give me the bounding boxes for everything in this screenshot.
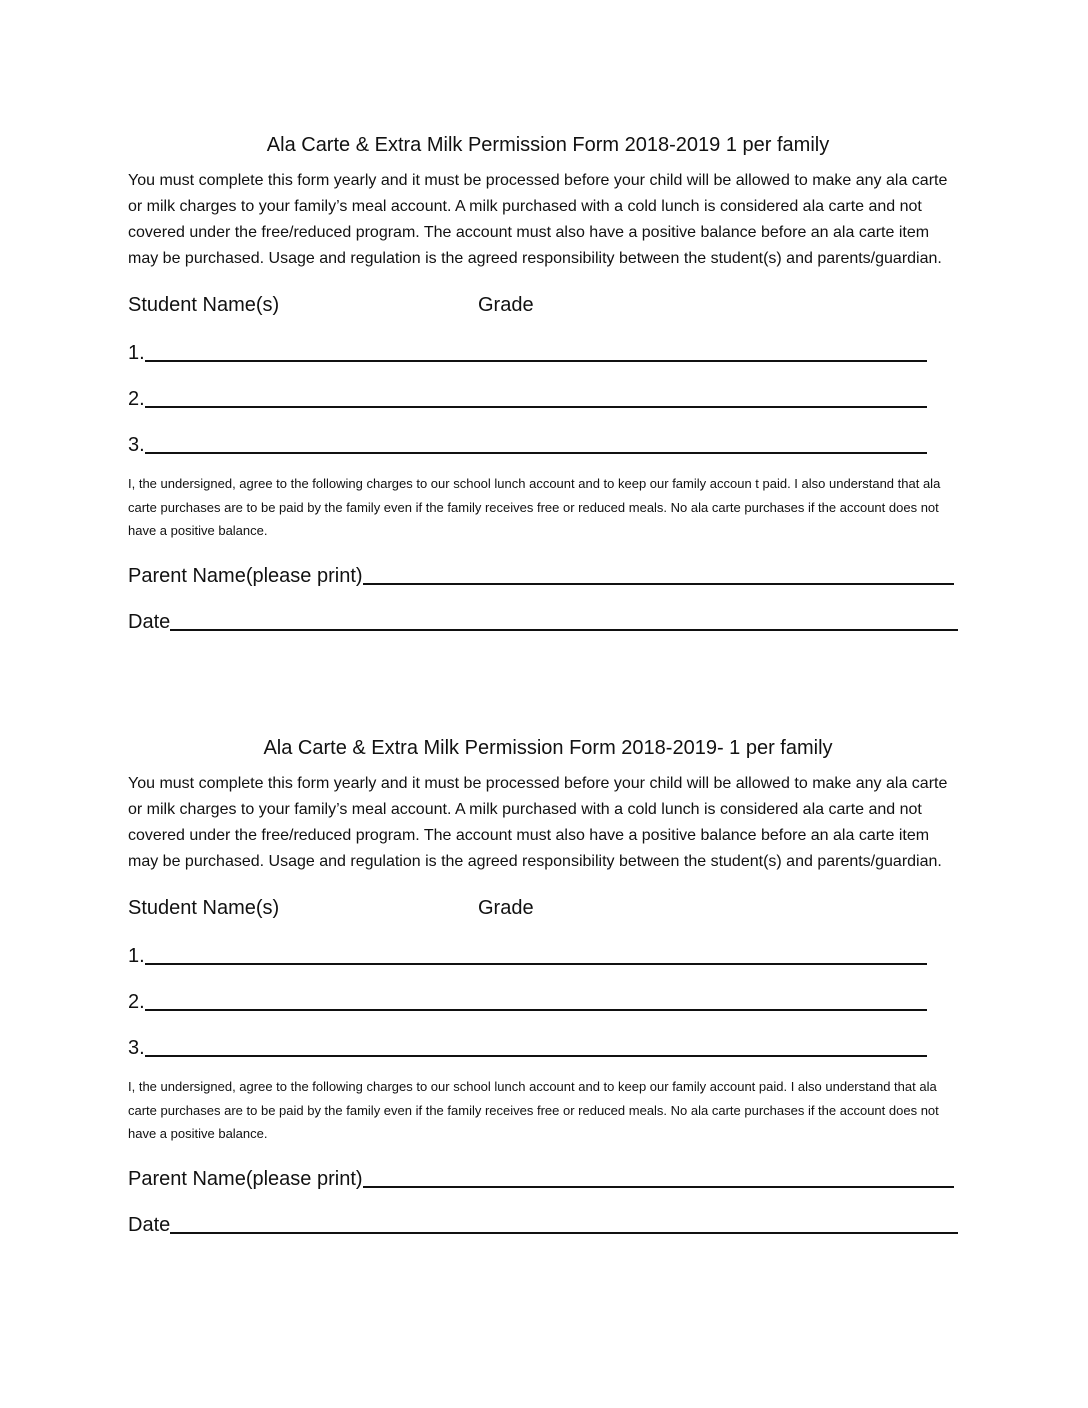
- grade-label: Grade: [478, 294, 534, 316]
- parent-name-row: [128, 543, 954, 589]
- line-number: 1.: [128, 945, 145, 967]
- student-names-label: Student Name(s): [128, 294, 280, 316]
- student-lines: [128, 320, 960, 458]
- date-field[interactable]: [170, 607, 958, 631]
- line-number: 3.: [128, 434, 145, 456]
- date-label: Date: [128, 1213, 171, 1236]
- student-names-header: [128, 893, 960, 923]
- form-title: Ala Carte & Extra Milk Permission Form 2018-2019- 1 per family: [263, 737, 833, 759]
- date-field[interactable]: [170, 1210, 958, 1234]
- student-line-2: [128, 969, 960, 1015]
- agreement-text: I, the undersigned, agree to the following charges to our school lunch account and to keep our family account paid. I also understand that ala carte purchases are to be paid by the family even if the family receives free or reduced meals. No ala carte purchases if the account does not have a positive balance.: [128, 1079, 939, 1141]
- student-3-field[interactable]: [145, 1033, 927, 1057]
- form-instructions: You must complete this form yearly and it must be processed before your child will be allowed to make any ala carte or milk charges to your family’s meal account. A milk purchased with a cold lunch is considered ala carte and not covered under the free/reduced program. The account must also have a positive balance before an ala carte item may be purchased. Usage and regulation is the agreed responsibility between the student(s) and parents/guardian.: [128, 775, 948, 870]
- date-row: [128, 589, 958, 635]
- date-label: Date: [128, 610, 171, 633]
- date-row: [128, 1192, 958, 1238]
- line-number: 1.: [128, 342, 145, 364]
- student-line-3: [128, 1015, 960, 1061]
- line-number: 2.: [128, 388, 145, 410]
- student-lines: [128, 923, 960, 1061]
- student-line-1: [128, 923, 960, 969]
- grade-label: Grade: [478, 897, 534, 919]
- line-number: 3.: [128, 1037, 145, 1059]
- agreement-text: I, the undersigned, agree to the following charges to our school lunch account and to keep our family accoun t paid. I also understand that ala carte purchases are to be paid by the family even if the family receives free or reduced meals. No ala carte purchases if the account does not have a positive balance.: [128, 476, 941, 538]
- parent-name-field[interactable]: [363, 561, 954, 585]
- student-line-2: [128, 366, 960, 412]
- student-names-header: [128, 290, 960, 320]
- form-instructions: You must complete this form yearly and it must be processed before your child will be allowed to make any ala carte or milk charges to your family’s meal account. A milk purchased with a cold lunch is considered ala carte and not covered under the free/reduced program. The account must also have a positive balance before an ala carte item may be purchased. Usage and regulation is the agreed responsibility between the student(s) and parents/guardian.: [128, 172, 948, 267]
- student-1-field[interactable]: [145, 941, 927, 965]
- student-1-field[interactable]: [145, 338, 927, 362]
- student-2-field[interactable]: [145, 987, 927, 1011]
- student-2-field[interactable]: [145, 384, 927, 408]
- student-3-field[interactable]: [145, 430, 927, 454]
- parent-name-label: Parent Name(please print): [128, 1167, 363, 1190]
- form-title: Ala Carte & Extra Milk Permission Form 2018-2019 1 per family: [266, 134, 830, 156]
- student-line-3: [128, 412, 960, 458]
- permission-form-2: [128, 733, 960, 1238]
- line-number: 2.: [128, 991, 145, 1013]
- permission-form-1: [128, 130, 960, 635]
- parent-name-label: Parent Name(please print): [128, 564, 363, 587]
- student-line-1: [128, 320, 960, 366]
- parent-name-row: [128, 1146, 954, 1192]
- parent-name-field[interactable]: [363, 1164, 954, 1188]
- student-names-label: Student Name(s): [128, 897, 280, 919]
